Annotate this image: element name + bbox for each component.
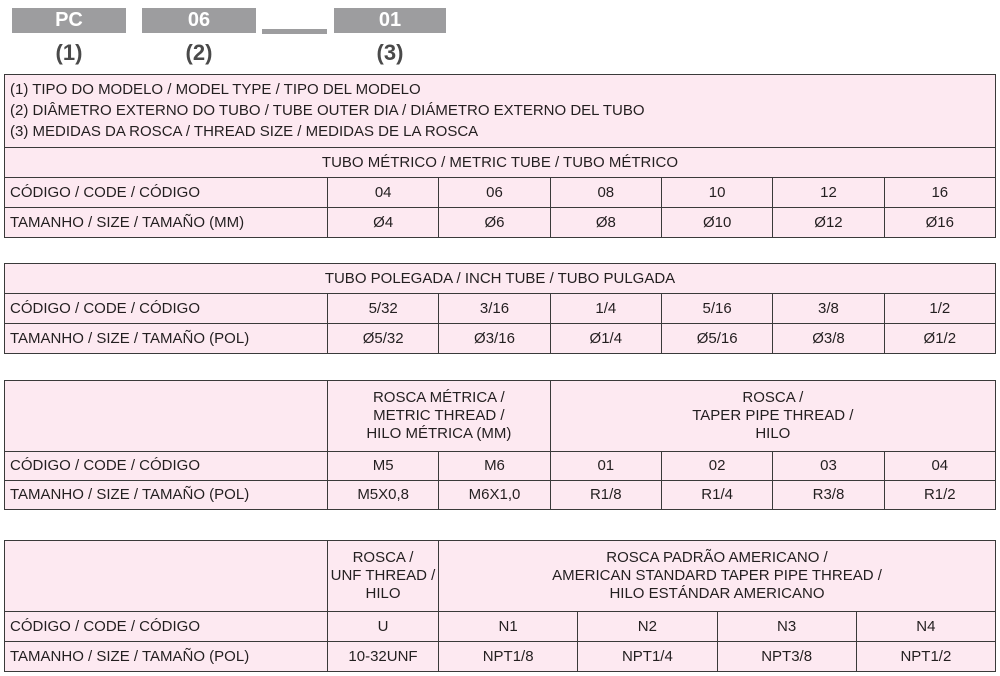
header-line: HILO bbox=[755, 424, 791, 442]
table-row bbox=[5, 178, 996, 208]
table-cell: 10-32UNF bbox=[328, 642, 439, 672]
table-cell: M6 bbox=[439, 452, 550, 481]
table-cell: Ø16 bbox=[884, 208, 995, 238]
thread-table bbox=[4, 380, 996, 510]
table-cell: M6X1,0 bbox=[439, 481, 550, 510]
table-cell: Ø4 bbox=[328, 208, 439, 238]
code-label: CÓDIGO / CODE / CÓDIGO bbox=[5, 612, 328, 642]
table-cell: 1/4 bbox=[550, 294, 661, 324]
separator-line bbox=[262, 29, 327, 34]
table-cell: N3 bbox=[717, 612, 856, 642]
header-line: ROSCA / bbox=[742, 389, 804, 407]
table-cell: NPT3/8 bbox=[717, 642, 856, 672]
table-cell: M5X0,8 bbox=[328, 481, 439, 510]
table-cell: R1/2 bbox=[884, 481, 995, 510]
table-cell: N1 bbox=[439, 612, 578, 642]
header-line: ROSCA / bbox=[352, 549, 414, 567]
size-label: TAMANHO / SIZE / TAMAÑO (POL) bbox=[5, 642, 328, 672]
table-cell: Ø6 bbox=[439, 208, 550, 238]
thread-code-box: 01 bbox=[334, 8, 446, 33]
table-cell: Ø1/4 bbox=[550, 324, 661, 354]
header-line: AMERICAN STANDARD TAPER PIPE THREAD / bbox=[552, 567, 882, 585]
table-cell: R3/8 bbox=[773, 481, 884, 510]
note-thread-size: (3) MEDIDAS DA ROSCA / THREAD SIZE / MEDIDAS DE LA ROSCA bbox=[10, 123, 479, 140]
header-line: TAPER PIPE THREAD / bbox=[692, 407, 854, 425]
inch-tube-table bbox=[4, 263, 996, 354]
table-cell: R1/8 bbox=[550, 481, 661, 510]
table-cell: Ø12 bbox=[773, 208, 884, 238]
inch-tube-title: TUBO POLEGADA / INCH TUBE / TUBO PULGADA bbox=[5, 264, 996, 294]
header-line: HILO MÉTRICA (MM) bbox=[366, 424, 512, 442]
header-line: HILO ESTÁNDAR AMERICANO bbox=[609, 584, 825, 602]
table-cell: 3/8 bbox=[773, 294, 884, 324]
table-row bbox=[5, 642, 996, 672]
table-cell: Ø8 bbox=[550, 208, 661, 238]
table-cell: 03 bbox=[773, 452, 884, 481]
model-code-box: PC bbox=[12, 8, 126, 33]
table-row bbox=[5, 294, 996, 324]
code-label: CÓDIGO / CODE / CÓDIGO bbox=[5, 178, 328, 208]
code-number-2: (2) bbox=[185, 40, 213, 65]
table-row bbox=[5, 324, 996, 354]
header-line: HILO bbox=[365, 584, 401, 602]
table-cell: M5 bbox=[328, 452, 439, 481]
table-cell: R1/4 bbox=[661, 481, 772, 510]
table-cell: 06 bbox=[439, 178, 550, 208]
table-cell: Ø3/16 bbox=[439, 324, 550, 354]
metric-tube-title: TUBO MÉTRICO / METRIC TUBE / TUBO MÉTRICO bbox=[5, 148, 996, 178]
size-label: TAMANHO / SIZE / TAMAÑO (POL) bbox=[5, 481, 328, 510]
table-cell: Ø1/2 bbox=[884, 324, 995, 354]
table-cell: NPT1/4 bbox=[578, 642, 717, 672]
table-cell: N2 bbox=[578, 612, 717, 642]
table-cell: 04 bbox=[328, 178, 439, 208]
header-line: METRIC THREAD / bbox=[373, 407, 505, 425]
table-cell: Ø5/32 bbox=[328, 324, 439, 354]
metric-thread-header bbox=[328, 381, 551, 452]
header-line: UNF THREAD / bbox=[330, 567, 436, 585]
taper-thread-header bbox=[550, 381, 995, 452]
table-cell: 10 bbox=[661, 178, 772, 208]
table-row bbox=[5, 452, 996, 481]
code-number-1: (1) bbox=[55, 40, 83, 65]
note-model-type: (1) TIPO DO MODELO / MODEL TYPE / TIPO DEL MODELO bbox=[10, 81, 421, 98]
table-cell: 1/2 bbox=[884, 294, 995, 324]
npt-thread-header bbox=[439, 541, 996, 612]
code-number-3: (3) bbox=[376, 40, 404, 65]
table-cell: NPT1/8 bbox=[439, 642, 578, 672]
table-cell: U bbox=[328, 612, 439, 642]
header-line: ROSCA PADRÃO AMERICANO / bbox=[606, 549, 828, 567]
empty-header-cell bbox=[5, 381, 328, 452]
table-cell: Ø10 bbox=[661, 208, 772, 238]
table-cell: Ø3/8 bbox=[773, 324, 884, 354]
note-tube-diameter: (2) DIÂMETRO EXTERNO DO TUBO / TUBE OUTER DIA / DIÁMETRO EXTERNO DEL TUBO bbox=[10, 102, 645, 119]
table-row bbox=[5, 481, 996, 510]
size-label: TAMANHO / SIZE / TAMAÑO (POL) bbox=[5, 324, 328, 354]
table-row bbox=[5, 612, 996, 642]
empty-header-cell bbox=[5, 541, 328, 612]
table-cell: 02 bbox=[661, 452, 772, 481]
metric-tube-table bbox=[4, 74, 996, 238]
table-cell: 04 bbox=[884, 452, 995, 481]
table-cell: 16 bbox=[884, 178, 995, 208]
american-thread-table bbox=[4, 540, 996, 672]
diameter-code-box: 06 bbox=[142, 8, 256, 33]
table-cell: NPT1/2 bbox=[856, 642, 995, 672]
table-cell: 3/16 bbox=[439, 294, 550, 324]
legend-notes bbox=[5, 75, 996, 148]
table-cell: N4 bbox=[856, 612, 995, 642]
unf-thread-header bbox=[328, 541, 439, 612]
code-label: CÓDIGO / CODE / CÓDIGO bbox=[5, 452, 328, 481]
table-cell: Ø5/16 bbox=[661, 324, 772, 354]
table-row bbox=[5, 208, 996, 238]
code-label: CÓDIGO / CODE / CÓDIGO bbox=[5, 294, 328, 324]
table-cell: 5/32 bbox=[328, 294, 439, 324]
table-cell: 5/16 bbox=[661, 294, 772, 324]
table-cell: 01 bbox=[550, 452, 661, 481]
table-cell: 08 bbox=[550, 178, 661, 208]
size-label: TAMANHO / SIZE / TAMAÑO (MM) bbox=[5, 208, 328, 238]
header-line: ROSCA MÉTRICA / bbox=[372, 389, 505, 407]
table-cell: 12 bbox=[773, 178, 884, 208]
